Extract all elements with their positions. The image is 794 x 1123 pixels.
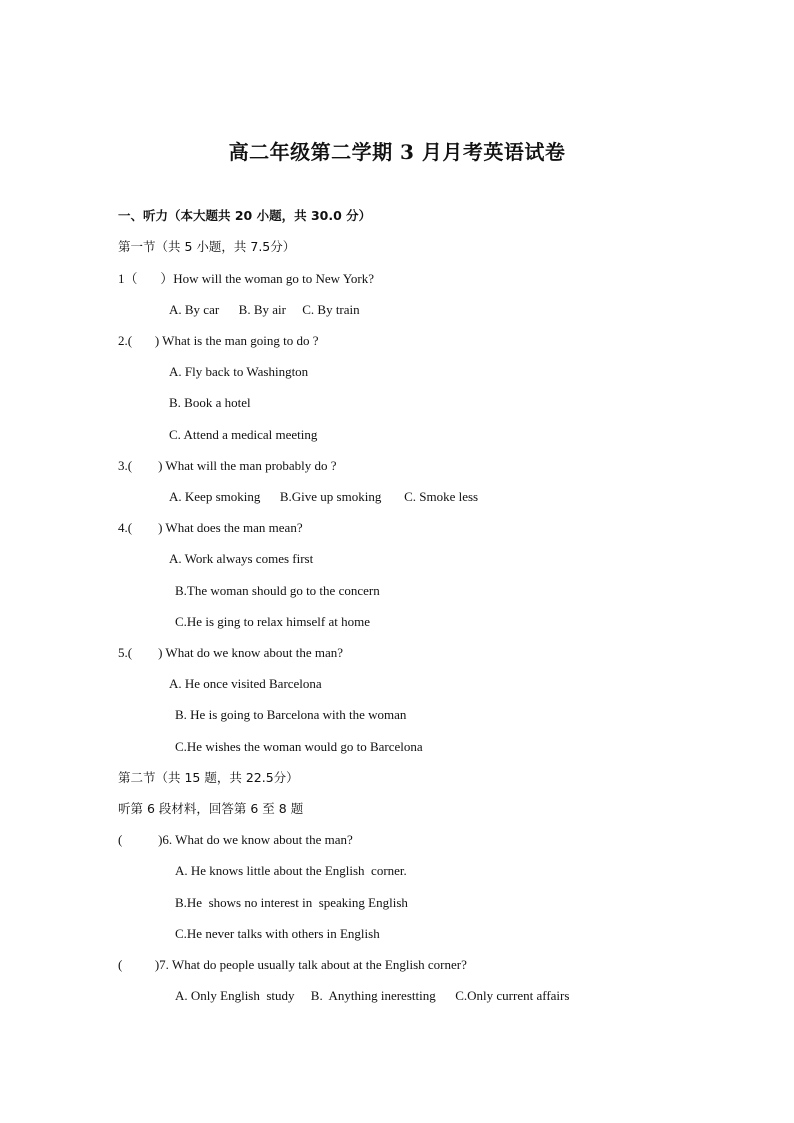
part-instruction: 听第 6 段材料，回答第 6 至 8 题 bbox=[118, 801, 304, 816]
question-options: A. Keep smoking B.Give up smoking C. Smoke less bbox=[169, 489, 479, 504]
question-option: C.He is ging to relax himself at home bbox=[175, 614, 370, 629]
question-stem: 3.( ) What will the man probably do ? bbox=[118, 458, 337, 473]
question-option: A. Work always comes first bbox=[169, 551, 314, 566]
question-options: A. By car B. By air C. By train bbox=[169, 302, 360, 317]
question-option: B. He is going to Barcelona with the woman bbox=[175, 707, 407, 722]
question-stem: ( )7. What do people usually talk about at the English corner? bbox=[118, 957, 467, 972]
question-stem: 1（ ）How will the woman go to New York? bbox=[118, 271, 375, 286]
question-options: A. Only English study B. Anything inerestting C.Only current affairs bbox=[175, 988, 570, 1003]
question-stem: ( )6. What do we know about the man? bbox=[118, 832, 353, 847]
question-option: A. Fly back to Washington bbox=[169, 364, 309, 379]
question-option: C.He wishes the woman would go to Barcelona bbox=[175, 739, 423, 754]
question-stem: 4.( ) What does the man mean? bbox=[118, 520, 303, 535]
question-option: A. He once visited Barcelona bbox=[169, 676, 322, 691]
part-header: 第一节（共 5 小题，共 7.5分） bbox=[118, 239, 296, 254]
question-option: C. Attend a medical meeting bbox=[169, 427, 318, 442]
section-header: 一、听力（本大题共 20 小题，共 30.0 分） bbox=[118, 208, 372, 223]
question-stem: 2.( ) What is the man going to do ? bbox=[118, 333, 319, 348]
question-option: A. He knows little about the English corner. bbox=[175, 863, 407, 878]
part-header: 第二节（共 15 题，共 22.5分） bbox=[118, 770, 299, 785]
page-title: 高二年级第二学期 3 月月考英语试卷 bbox=[228, 140, 566, 164]
question-option: B. Book a hotel bbox=[169, 395, 251, 410]
question-option: C.He never talks with others in English bbox=[175, 926, 380, 941]
question-option: B.He shows no interest in speaking English bbox=[175, 895, 408, 910]
question-option: B.The woman should go to the concern bbox=[175, 583, 380, 598]
question-stem: 5.( ) What do we know about the man? bbox=[118, 645, 344, 660]
